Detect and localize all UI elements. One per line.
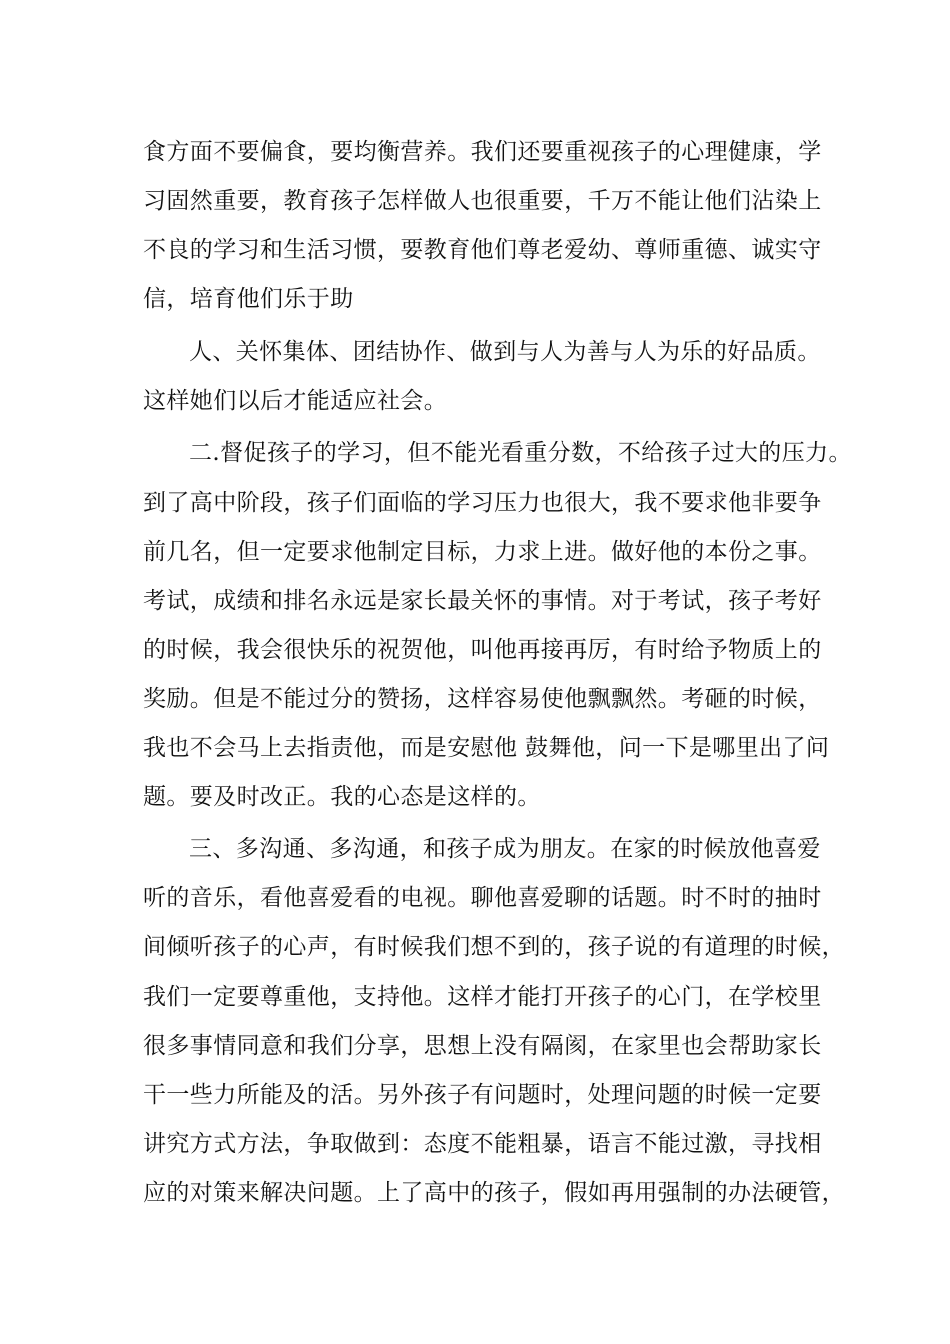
text-line: 听的音乐，看他喜爱看的电视。聊他喜爱聊的话题。时不时的抽时 (143, 885, 822, 911)
text-line: 三、多沟通、多沟通，和孩子成为朋友。在家的时候放他喜爱 (189, 836, 821, 862)
text-line: 习固然重要，教育孩子怎样做人也很重要，千万不能让他们沾染上 (143, 188, 822, 214)
text-line: 人、关怀集体、团结协作、做到与人为善与人为乐的好品质。 (189, 339, 821, 365)
text-line: 食方面不要偏食，要均衡营养。我们还要重视孩子的心理健康，学 (143, 139, 822, 165)
text-line: 的时候，我会很快乐的祝贺他，叫他再接再厉，有时给予物质上的 (143, 637, 822, 663)
text-line: 间倾听孩子的心声，有时候我们想不到的，孩子说的有道理的时候， (143, 934, 845, 960)
text-line: 考试，成绩和排名永远是家长最关怀的事情。对于考试，孩子考好 (143, 588, 822, 614)
text-line: 前几名，但一定要求他制定目标，力求上进。做好他的本份之事。 (143, 539, 822, 565)
text-line: 奖励。但是不能过分的赞扬，这样容易使他飘飘然。考砸的时候， (143, 686, 822, 712)
text-line: 干一些力所能及的活。另外孩子有问题时，处理问题的时候一定要 (143, 1082, 822, 1108)
text-line: 应的对策来解决问题。上了高中的孩子，假如再用强制的办法硬管， (143, 1180, 845, 1206)
text-line: 题。要及时改正。我的心态是这样的。 (143, 784, 541, 810)
text-line: 讲究方式方法，争取做到：态度不能粗暴，语言不能过激，寻找相 (143, 1131, 822, 1157)
text-line: 信，培育他们乐于助 (143, 286, 354, 312)
text-line: 我们一定要尊重他，支持他。这样才能打开孩子的心门，在学校里 (143, 984, 822, 1010)
text-line: 到了高中阶段，孩子们面临的学习压力也很大，我不要求他非要争 (143, 490, 822, 516)
text-line: 不良的学习和生活习惯，要教育他们尊老爱幼、尊师重德、诚实守 (143, 237, 822, 263)
text-line: 二.督促孩子的学习，但不能光看重分数，不给孩子过大的压力。 (189, 440, 852, 466)
text-line: 这样她们以后才能适应社会。 (143, 388, 448, 414)
text-line: 我也不会马上去指责他，而是安慰他 鼓舞他，问一下是哪里出了问 (143, 735, 830, 761)
text-line: 很多事情同意和我们分享，思想上没有隔阂，在家里也会帮助家长 (143, 1033, 822, 1059)
